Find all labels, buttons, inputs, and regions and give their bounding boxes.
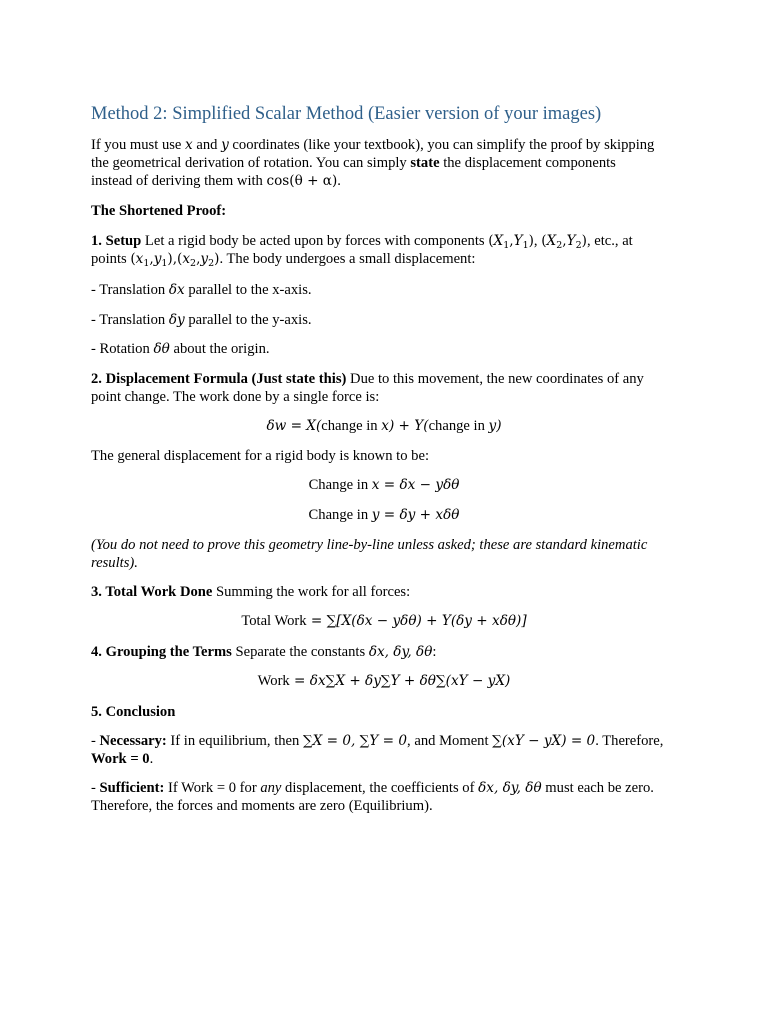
work-zero: Work = 0 [91, 751, 150, 767]
italic-any: any [260, 780, 282, 796]
bullet-text: about the origin. [169, 341, 270, 357]
eq-part: δw = X( [266, 418, 322, 434]
bullet-text: - Translation [91, 282, 169, 298]
eq-part: = ∑[X(δx − yδθ) + Y(δy + xδθ)] [306, 613, 527, 629]
eq-part: Total Work [241, 613, 307, 629]
sufficient-paragraph [91, 779, 691, 815]
bullet-translation-x [91, 281, 691, 299]
sufficient-text: If Work = 0 for [164, 780, 261, 796]
displacement-label: 2. Displacement Formula (Just state this) [91, 371, 347, 387]
bullet-text: parallel to the y-axis. [184, 312, 312, 328]
eq-part: = δy + xδθ [379, 507, 460, 523]
sufficient-text: displacement, the coefficients of [281, 780, 479, 796]
necessary-text: , and Moment [407, 733, 493, 749]
necessary-text: . [149, 751, 154, 767]
displacement-paragraph [91, 370, 691, 406]
proof-heading-text: The Shortened Proof: [91, 203, 227, 219]
intro-text: If you must use [91, 137, 186, 153]
sufficient-text: - [91, 780, 100, 796]
necessary-line-1 [91, 732, 691, 750]
necessary-text: If in equilibrium, then [166, 733, 303, 749]
equation-work [0, 672, 768, 690]
total-label: 3. Total Work Done [91, 584, 213, 600]
sufficient-text: must each be zero. [541, 780, 654, 796]
eq-part: change in [428, 418, 489, 434]
general-displacement: The general displacement for a rigid body is known to be: [91, 448, 429, 464]
intro-line-1 [91, 136, 691, 154]
setup-text: . The body undergoes a small displacement: [219, 251, 476, 267]
intro-text: the geometrical derivation of rotation. You can simply [91, 155, 411, 171]
intro-paragraph [91, 136, 691, 190]
grouping-text: Separate the constants [231, 644, 369, 660]
note-line-2: results). [91, 555, 138, 571]
sufficient-label: Sufficient: [99, 780, 165, 796]
setup-label: 1. Setup [91, 233, 142, 249]
grouping-paragraph [91, 643, 691, 661]
math-coefficients: δx, δy, δθ [478, 780, 542, 796]
grouping-label: 4. Grouping the Terms [91, 644, 232, 660]
math-sums: ∑X = 0, ∑Y = 0 [302, 733, 408, 749]
math-dx: δx [168, 282, 185, 298]
bullet-rotation [91, 340, 691, 358]
math-cos: cos(θ + α) [266, 173, 338, 189]
conclusion-label: 5. Conclusion [91, 704, 176, 720]
eq-part: Change in [308, 507, 372, 523]
bullet-translation-y [91, 311, 691, 329]
sufficient-line-1 [91, 779, 691, 797]
eq-part: ) [496, 418, 502, 434]
eq-part: y [371, 507, 380, 523]
math-moment: ∑(xY − yX) = 0 [492, 733, 596, 749]
eq-part: y [488, 418, 497, 434]
total-work-paragraph [91, 583, 691, 601]
setup-text: points [91, 251, 131, 267]
setup-paragraph [91, 232, 691, 268]
intro-line-2 [91, 154, 691, 172]
math-dtheta: δθ [153, 341, 170, 357]
setup-text: Let a rigid body be acted upon by forces with components [141, 233, 489, 249]
necessary-text: - [91, 733, 100, 749]
eq-part: x [381, 418, 389, 434]
sufficient-line-2: Therefore, the forces and moments are zero (Equilibrium). [91, 798, 433, 814]
intro-text: . [337, 173, 341, 189]
equation-dw [0, 417, 768, 435]
bullet-text: - Translation [91, 312, 169, 328]
equation-change-x [0, 476, 768, 494]
math-dy: δy [168, 312, 185, 328]
intro-line-3 [91, 172, 691, 190]
math-points: $(x_1,y_1),(x_2,y_2)$ [130, 251, 220, 269]
eq-part: Change in [308, 477, 372, 493]
bullet-text: - Rotation [91, 341, 154, 357]
equation-total-work [0, 612, 768, 630]
eq-part: x [371, 477, 380, 493]
section-heading: Method 2: Simplified Scalar Method (Easier version of your images) [91, 104, 602, 124]
necessary-line-2 [91, 750, 691, 768]
total-text: Summing the work for all forces: [212, 584, 411, 600]
setup-line-2 [91, 250, 691, 268]
kinematic-note [91, 536, 711, 572]
conclusion-heading [91, 703, 691, 721]
equation-change-y [0, 506, 768, 524]
necessary-text: . Therefore, [595, 733, 664, 749]
proof-heading [91, 202, 691, 220]
displacement-line-1 [91, 370, 691, 388]
bullet-text: parallel to the x-axis. [184, 282, 312, 298]
eq-part: = δx − yδθ [379, 477, 460, 493]
eq-part: ) + Y( [388, 418, 429, 434]
bold-state: state [410, 155, 440, 171]
math-y: y [221, 137, 229, 153]
setup-line-1 [91, 232, 691, 250]
intro-text: the displacement components [439, 155, 616, 171]
necessary-label: Necessary: [99, 733, 167, 749]
grouping-text: : [432, 644, 437, 660]
eq-part: change in [321, 418, 382, 434]
math-comp1: $(X_1,Y_1)$ [488, 233, 534, 251]
setup-text: , [533, 233, 542, 249]
eq-part: Work [257, 673, 290, 689]
math-x: x [185, 137, 193, 153]
displacement-text: Due to this movement, the new coordinates of any [346, 371, 644, 387]
intro-text: instead of deriving them with [91, 173, 267, 189]
eq-part: = δx∑X + δy∑Y + δθ∑(xY − yX) [289, 673, 511, 689]
setup-text: , etc., at [586, 233, 633, 249]
math-constants: δx, δy, δθ [368, 644, 433, 660]
intro-text: and [192, 137, 222, 153]
intro-text: coordinates (like your textbook), you can simplify the proof by skipping [228, 137, 655, 153]
necessary-paragraph [91, 732, 691, 768]
math-comp2: $(X_2,Y_2)$ [541, 233, 587, 251]
note-line-1: (You do not need to prove this geometry line-by-line unless asked; these are standard kinematic [91, 537, 648, 553]
displacement-line-2: point change. The work done by a single force is: [91, 389, 380, 405]
